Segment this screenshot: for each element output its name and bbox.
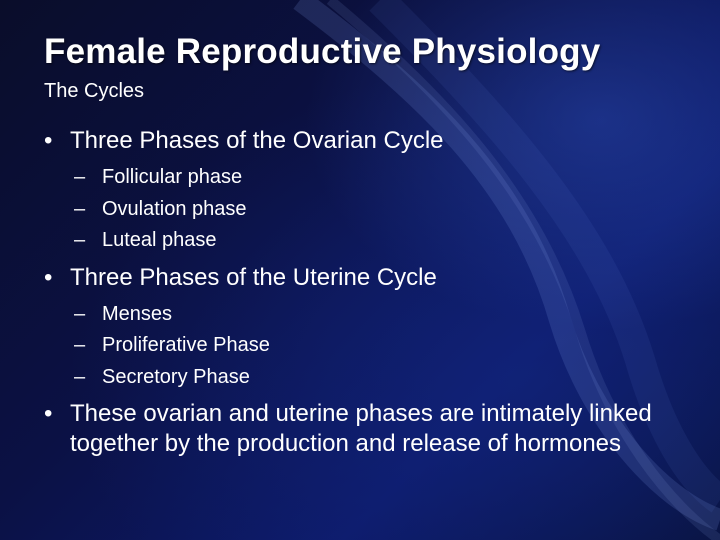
- bullet-text: Three Phases of the Uterine Cycle: [70, 263, 437, 291]
- slide-content: [44, 126, 684, 459]
- dash-marker: –: [74, 365, 86, 388]
- dash-marker: –: [74, 302, 86, 325]
- list-item: [74, 330, 684, 362]
- dash-marker: –: [74, 334, 86, 356]
- bullet-marker: •: [44, 127, 53, 154]
- list-item: [74, 194, 684, 226]
- list-item-text: Ovulation phase: [102, 197, 247, 220]
- bullet-uterine-cycle: [44, 263, 684, 293]
- list-item-text: Secretory Phase: [102, 365, 250, 388]
- bullet-text: These ovarian and uterine phases are intimately linked together by the production and release of hormones: [70, 400, 652, 457]
- dash-marker: –: [74, 197, 86, 220]
- dash-marker: –: [74, 166, 86, 188]
- list-item: [74, 299, 684, 331]
- uterine-phase-list: [74, 299, 684, 394]
- bullet-ovarian-cycle: [44, 126, 684, 156]
- list-item-text: Luteal phase: [102, 229, 217, 251]
- list-item: [74, 225, 684, 257]
- bullet-marker: •: [44, 263, 53, 291]
- slide-subtitle: The Cycles: [44, 80, 145, 102]
- bullet-text: Three Phases of the Ovarian Cycle: [70, 127, 444, 154]
- list-item: [74, 362, 684, 394]
- bullet-marker: •: [44, 400, 53, 427]
- ovarian-phase-list: [74, 162, 684, 257]
- list-item-text: Menses: [102, 302, 173, 325]
- list-item-text: Proliferative Phase: [102, 334, 270, 356]
- slide-title: Female Reproductive Physiology: [44, 32, 601, 71]
- bullet-hormone-link: [44, 399, 684, 459]
- dash-marker: –: [74, 229, 86, 251]
- list-item: [74, 162, 684, 194]
- list-item-text: Follicular phase: [102, 166, 243, 188]
